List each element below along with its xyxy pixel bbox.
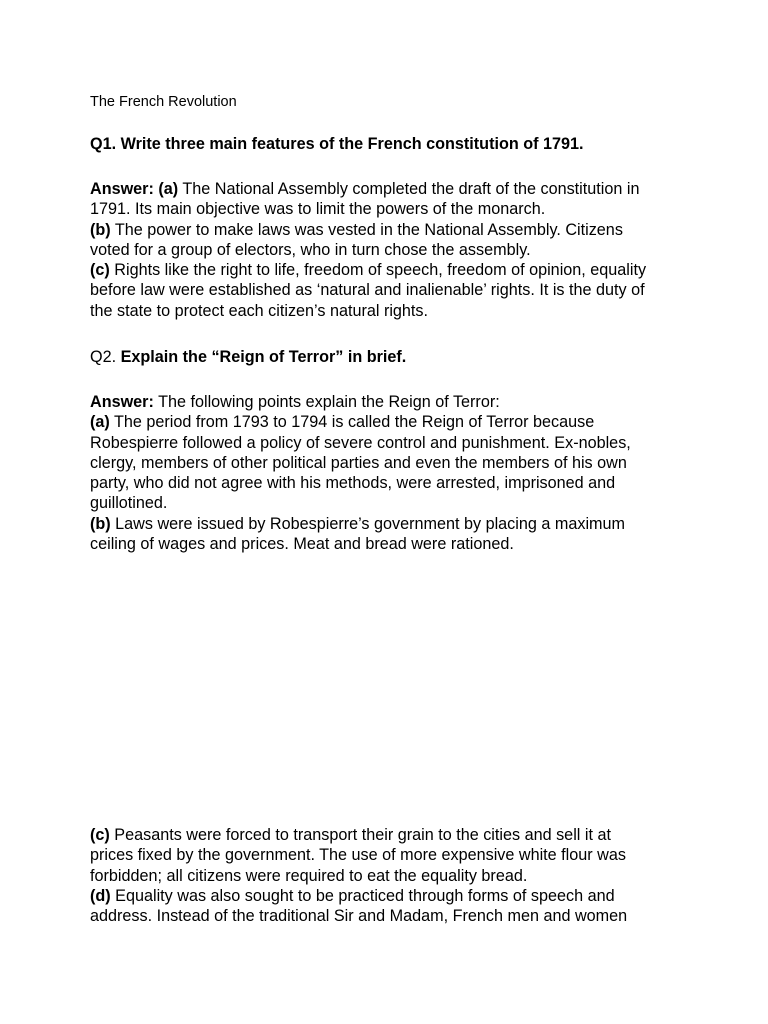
point-a-text: party, who did not agree with his methods, were arrested, imprisoned and (90, 474, 616, 493)
point-b-text: ceiling of wages and prices. Meat and bread were rationed. (90, 535, 514, 554)
point-c-label: (c) (90, 261, 110, 280)
point-b-text: Laws were issued by Robespierre’s government by placing a maximum (110, 514, 626, 533)
point-b-label: (b) (90, 514, 111, 533)
point-a-text: clergy, members of other political parties and even the members of his own (90, 453, 627, 472)
answer-2 (90, 392, 690, 554)
answer-2-line (90, 412, 690, 432)
point-a-text: 1791. Its main objective was to limit the powers of the monarch. (90, 200, 546, 219)
point-a-text: The period from 1793 to 1794 is called the Reign of Terror because (109, 413, 595, 432)
point-d-label: (d) (90, 886, 111, 905)
point-c-text: prices fixed by the government. The use of more expensive white flour was (90, 846, 626, 865)
answer-2-line (90, 514, 690, 534)
question-2 (90, 347, 690, 367)
point-b-label: (b) (90, 220, 111, 239)
point-c-text: the state to protect each citizen’s natural rights. (90, 301, 429, 320)
point-c-text: forbidden; all citizens were required to eat the equality bread. (90, 866, 528, 885)
point-d-text: Equality was also sought to be practiced through forms of speech and (110, 886, 615, 905)
question-2-text: Explain the “Reign of Terror” in brief. (120, 348, 407, 366)
point-d-text: address. Instead of the traditional Sir and Madam, French men and women (90, 907, 628, 926)
answer-3-line (90, 825, 690, 845)
answer-1 (90, 179, 690, 321)
point-c-text: before law were established as ‘natural and inalienable’ rights. It is the duty of (90, 281, 645, 300)
answer-2-line (90, 392, 690, 412)
answer-1-line (90, 220, 690, 240)
question-1: Q1. Write three main features of the French constitution of 1791. (90, 135, 584, 153)
question-2-prefix: Q2. (90, 348, 117, 366)
answer-3-line (90, 886, 690, 906)
answer-label: Answer: (90, 393, 154, 411)
answer-2-continued (90, 825, 690, 926)
point-a-text: Robespierre followed a policy of severe control and punishment. Ex-nobles, (90, 433, 631, 452)
point-a-text: The National Assembly completed the draft of the constitution in (178, 180, 640, 198)
answer-intro: The following points explain the Reign of Terror: (153, 393, 500, 411)
answer-label: Answer: (90, 180, 154, 198)
point-c-text: Rights like the right to life, freedom of speech, freedom of opinion, equality (109, 261, 647, 280)
answer-1-line (90, 179, 690, 199)
point-a-label: (a) (90, 413, 110, 432)
point-c-text: Peasants were forced to transport their grain to the cities and sell it at (109, 826, 611, 844)
answer-1-line (90, 260, 690, 280)
point-a-label: (a) (158, 180, 179, 198)
point-b-text: The power to make laws was vested in the National Assembly. Citizens (110, 220, 623, 239)
point-c-label: (c) (90, 826, 110, 844)
document-title: The French Revolution (90, 94, 237, 110)
point-a-text: guillotined. (90, 494, 168, 513)
point-b-text: voted for a group of electors, who in turn chose the assembly. (90, 240, 531, 259)
